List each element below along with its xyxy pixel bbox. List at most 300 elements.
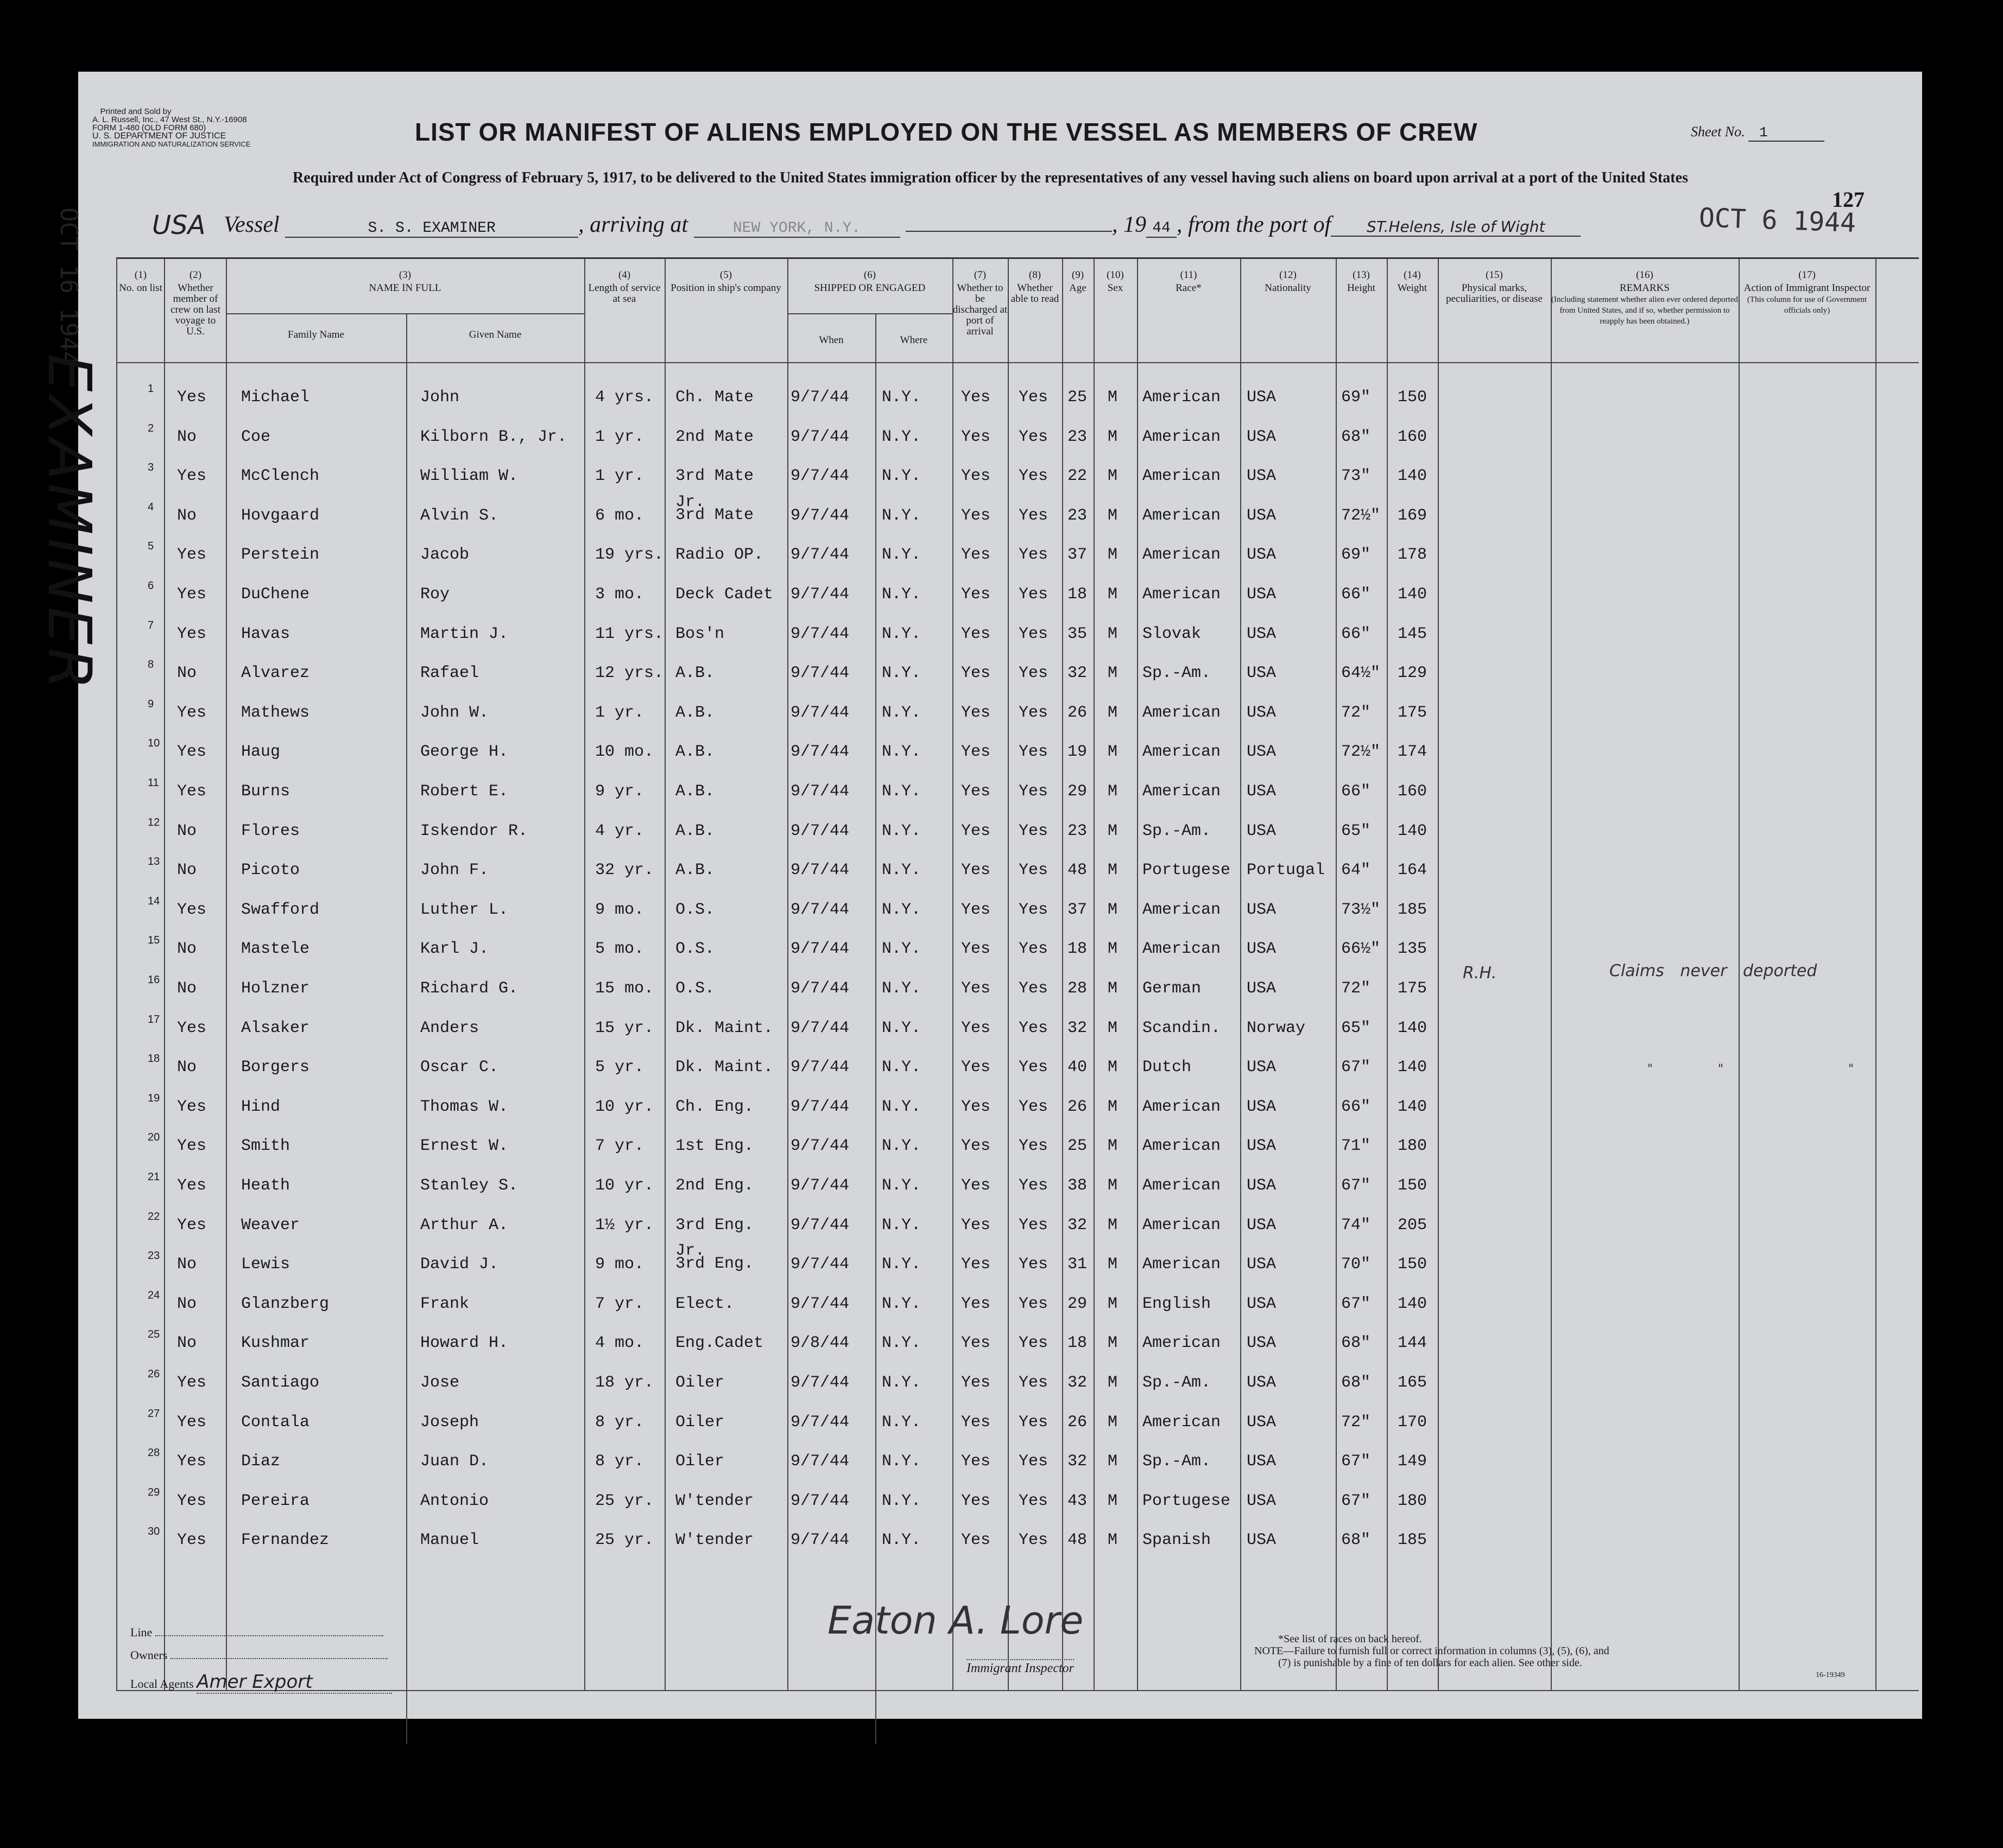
cell-where: N.Y. — [882, 821, 921, 840]
cell-age: 40 — [1067, 1058, 1088, 1077]
cell-crew: Yes — [177, 1097, 207, 1116]
cell-where: N.Y. — [882, 467, 921, 486]
footer-line — [130, 1625, 383, 1640]
cell-service: 5 mo. — [595, 940, 645, 959]
cell-given: Alvin S. — [420, 506, 499, 525]
cell-weight: 185 — [1398, 1531, 1427, 1550]
cell-weight: 169 — [1398, 506, 1427, 525]
cell-height: 65" — [1341, 821, 1371, 840]
from-port: ST.Helens, Isle of Wight — [1331, 218, 1581, 237]
cell-given: Martin J. — [420, 624, 509, 643]
cell-weight: 140 — [1398, 821, 1427, 840]
cell-sex: M — [1108, 624, 1118, 643]
cell-position: O.S. — [675, 940, 715, 959]
cell-height: 67" — [1341, 1294, 1371, 1313]
cell-service: 10 yr. — [595, 1176, 654, 1195]
cell-family: DuChene — [241, 585, 310, 604]
cell-race: Sp.-Am. — [1142, 1452, 1211, 1471]
cell-service: 9 yr. — [595, 782, 645, 801]
cell-nationality: USA — [1247, 1491, 1277, 1510]
cell-service: 10 yr. — [595, 1097, 654, 1116]
row-number: 12 — [148, 816, 160, 828]
cell-nationality: USA — [1247, 979, 1277, 998]
header-where: Where — [900, 334, 928, 346]
cell-sex: M — [1108, 979, 1118, 998]
cell-position: 1st Eng. — [675, 1137, 754, 1156]
cell-when: 9/7/44 — [791, 506, 850, 525]
cell-service: 1 yr. — [595, 703, 645, 722]
cell-service: 8 yr. — [595, 1413, 645, 1432]
cell-discharged: Yes — [961, 1413, 991, 1432]
cell-weight: 150 — [1398, 1255, 1427, 1274]
cell-discharged: Yes — [961, 703, 991, 722]
cell-height: 66" — [1341, 585, 1371, 604]
cell-service: 10 mo. — [595, 743, 654, 762]
cell-when: 9/7/44 — [791, 1058, 850, 1077]
cell-read: Yes — [1019, 782, 1048, 801]
cell-read: Yes — [1019, 900, 1048, 919]
cell-crew: Yes — [177, 388, 207, 407]
cell-when: 9/7/44 — [791, 743, 850, 762]
cell-crew: Yes — [177, 624, 207, 643]
cell-discharged: Yes — [961, 1531, 991, 1550]
cell-read: Yes — [1019, 1531, 1048, 1550]
header-when: When — [819, 334, 844, 346]
cell-age: 31 — [1067, 1255, 1088, 1274]
cell-discharged: Yes — [961, 1216, 991, 1235]
cell-sex: M — [1108, 427, 1118, 446]
cell-service: 8 yr. — [595, 1452, 645, 1471]
header-service: (4) Length of service at sea — [588, 269, 661, 305]
cell-nationality: USA — [1247, 940, 1277, 959]
cell-when: 9/7/44 — [791, 1294, 850, 1313]
vessel-label: Vessel — [224, 212, 280, 237]
cell-nationality: USA — [1247, 703, 1277, 722]
printer-line: Printed and Sold by — [100, 107, 172, 116]
header-action: (17) Action of Immigrant Inspector (This column for use of Government officials only) — [1743, 269, 1871, 315]
cell-position: W'tender — [675, 1491, 754, 1510]
cell-age: 29 — [1067, 1294, 1088, 1313]
cell-sex: M — [1108, 1058, 1118, 1077]
cell-nationality: USA — [1247, 585, 1277, 604]
cell-race: American — [1142, 900, 1221, 919]
row-number: 10 — [148, 737, 160, 750]
cell-weight: 180 — [1398, 1137, 1427, 1156]
cell-discharged: Yes — [961, 1491, 991, 1510]
cell-height: 64" — [1341, 861, 1371, 880]
cell-height: 72½" — [1341, 506, 1381, 525]
cell-age: 29 — [1067, 782, 1088, 801]
cell-given: Frank — [420, 1294, 470, 1313]
cell-nationality: USA — [1247, 1531, 1277, 1550]
cell-nationality: Portugal — [1247, 861, 1325, 880]
cell-family: Borgers — [241, 1058, 310, 1077]
cell-race: Sp.-Am. — [1142, 1374, 1211, 1392]
cell-crew: Yes — [177, 1374, 207, 1392]
cell-nationality: USA — [1247, 821, 1277, 840]
cell-race: Sp.-Am. — [1142, 664, 1211, 683]
cell-nationality: USA — [1247, 467, 1277, 486]
cell-service: 25 yr. — [595, 1491, 654, 1510]
cell-position: W'tender — [675, 1531, 754, 1550]
cell-crew: No — [177, 1255, 197, 1274]
row-number: 21 — [148, 1171, 160, 1183]
cell-position: A.B. — [675, 861, 715, 880]
cell-race: American — [1142, 388, 1221, 407]
row-number: 15 — [148, 934, 160, 947]
cell-nationality: USA — [1247, 427, 1277, 446]
cell-race: Slovak — [1142, 624, 1202, 643]
header-height: (13) Height — [1347, 269, 1375, 294]
cell-family: Burns — [241, 782, 290, 801]
cell-where: N.Y. — [882, 624, 921, 643]
cell-crew: No — [177, 506, 197, 525]
cell-position: Jr. 3rd Mate — [675, 492, 754, 524]
cell-where: N.Y. — [882, 1334, 921, 1353]
cell-given: Roy — [420, 585, 450, 604]
cell-given: William W. — [420, 467, 519, 486]
cell-race: American — [1142, 427, 1221, 446]
cell-position: 2nd Mate — [675, 427, 754, 446]
cell-service: 15 mo. — [595, 979, 654, 998]
cell-position: Ch. Mate — [675, 388, 754, 407]
row-number: 28 — [148, 1447, 160, 1459]
cell-read: Yes — [1019, 940, 1048, 959]
cell-weight: 150 — [1398, 388, 1427, 407]
cell-read: Yes — [1019, 1255, 1048, 1274]
cell-read: Yes — [1019, 821, 1048, 840]
cell-weight: 140 — [1398, 467, 1427, 486]
cell-discharged: Yes — [961, 1137, 991, 1156]
cell-sex: M — [1108, 664, 1118, 683]
cell-height: 66½" — [1341, 940, 1381, 959]
cell-discharged: Yes — [961, 1058, 991, 1077]
cell-service: 1½ yr. — [595, 1216, 654, 1235]
cell-where: N.Y. — [882, 1413, 921, 1432]
cell-position: Oiler — [675, 1413, 725, 1432]
ditto-mark: " — [1647, 1062, 1653, 1076]
cell-nationality: USA — [1247, 664, 1277, 683]
cell-nationality: USA — [1247, 1176, 1277, 1195]
cell-read: Yes — [1019, 1176, 1048, 1195]
cell-where: N.Y. — [882, 1176, 921, 1195]
cell-age: 23 — [1067, 821, 1088, 840]
header-shipped: (6) SHIPPED OR ENGAGED — [814, 269, 926, 294]
cell-age: 22 — [1067, 467, 1088, 486]
cell-position: 2nd Eng. — [675, 1176, 754, 1195]
cell-discharged: Yes — [961, 427, 991, 446]
cell-race: Portugese — [1142, 861, 1231, 880]
cell-read: Yes — [1019, 1334, 1048, 1353]
cell-race: Dutch — [1142, 1058, 1192, 1077]
cell-discharged: Yes — [961, 1334, 991, 1353]
sheet-number — [1691, 124, 1824, 142]
arriving-label: , arriving at — [578, 212, 688, 237]
receipt-stamp: OCT 16 1944 — [55, 207, 83, 366]
cell-crew: Yes — [177, 1491, 207, 1510]
cell-position: Jr. 3rd Eng. — [675, 1242, 754, 1274]
cell-nationality: USA — [1247, 546, 1277, 565]
cell-nationality: USA — [1247, 1334, 1277, 1353]
cell-read: Yes — [1019, 664, 1048, 683]
header-race: (11) Race* — [1176, 269, 1202, 294]
cell-where: N.Y. — [882, 1452, 921, 1471]
cell-family: Heath — [241, 1176, 290, 1195]
cell-where: N.Y. — [882, 1374, 921, 1392]
row-number: 7 — [148, 619, 154, 631]
cell-age: 37 — [1067, 546, 1088, 565]
cell-discharged: Yes — [961, 979, 991, 998]
cell-read: Yes — [1019, 467, 1048, 486]
cell-crew: No — [177, 664, 197, 683]
cell-discharged: Yes — [961, 1018, 991, 1037]
sheet-number-value: 1 — [1748, 124, 1824, 142]
cell-where: N.Y. — [882, 1097, 921, 1116]
cell-read: Yes — [1019, 388, 1048, 407]
cell-given: Jacob — [420, 546, 470, 565]
cell-service: 15 yr. — [595, 1018, 654, 1037]
row-number: 22 — [148, 1210, 160, 1223]
cell-race: American — [1142, 506, 1221, 525]
cell-crew: Yes — [177, 1137, 207, 1156]
cell-weight: 178 — [1398, 546, 1427, 565]
cell-position: Elect. — [675, 1294, 735, 1313]
cell-when: 9/7/44 — [791, 1452, 850, 1471]
cell-height: 66" — [1341, 782, 1371, 801]
cell-service: 7 yr. — [595, 1294, 645, 1313]
cell-when: 9/7/44 — [791, 624, 850, 643]
cell-family: Kushmar — [241, 1334, 310, 1353]
cell-when: 9/7/44 — [791, 1491, 850, 1510]
cell-read: Yes — [1019, 546, 1048, 565]
note-races: *See list of races on back hereof. — [1278, 1633, 1422, 1645]
row-number: 27 — [148, 1407, 160, 1420]
cell-height: 68" — [1341, 1374, 1371, 1392]
cell-when: 9/7/44 — [791, 979, 850, 998]
footer-agents — [130, 1671, 392, 1694]
footer-owners — [130, 1648, 388, 1662]
cell-discharged: Yes — [961, 861, 991, 880]
cell-race: American — [1142, 1176, 1221, 1195]
cell-sex: M — [1108, 506, 1118, 525]
cell-weight: 140 — [1398, 1058, 1427, 1077]
cell-nationality: USA — [1247, 1255, 1277, 1274]
cell-position: A.B. — [675, 664, 715, 683]
cell-when: 9/7/44 — [791, 664, 850, 683]
cell-crew: No — [177, 861, 197, 880]
cell-given: Luther L. — [420, 900, 509, 919]
vessel-name: S. S. EXAMINER — [285, 220, 578, 238]
cell-sex: M — [1108, 1531, 1118, 1550]
cell-height: 73½" — [1341, 900, 1381, 919]
cell-sex: M — [1108, 388, 1118, 407]
cell-family: Contala — [241, 1413, 310, 1432]
cell-family: Mastele — [241, 940, 310, 959]
cell-when: 9/7/44 — [791, 861, 850, 880]
cell-when: 9/7/44 — [791, 427, 850, 446]
cell-family: Alsaker — [241, 1018, 310, 1037]
cell-sex: M — [1108, 821, 1118, 840]
cell-age: 28 — [1067, 979, 1088, 998]
cell-age: 23 — [1067, 427, 1088, 446]
cell-sex: M — [1108, 703, 1118, 722]
cell-crew: No — [177, 1294, 197, 1313]
cell-position: A.B. — [675, 782, 715, 801]
cell-crew: Yes — [177, 900, 207, 919]
cell-family: Holzner — [241, 979, 310, 998]
cell-given: Arthur A. — [420, 1216, 509, 1235]
cell-position: A.B. — [675, 821, 715, 840]
cell-when: 9/7/44 — [791, 1176, 850, 1195]
cell-age: 38 — [1067, 1176, 1088, 1195]
vessel-name-handwritten: EXAMINER — [35, 354, 104, 693]
cell-family: Smith — [241, 1137, 290, 1156]
cell-discharged: Yes — [961, 1255, 991, 1274]
cell-weight: 160 — [1398, 782, 1427, 801]
cell-where: N.Y. — [882, 1531, 921, 1550]
cell-nationality: Norway — [1247, 1018, 1306, 1037]
printer-line: IMMIGRATION AND NATURALIZATION SERVICE — [92, 140, 251, 148]
cell-height: 73" — [1341, 467, 1371, 486]
cell-age: 18 — [1067, 585, 1088, 604]
header-no: (1) No. on list — [119, 269, 162, 294]
page-number: 127 — [1832, 187, 1865, 212]
cell-read: Yes — [1019, 1058, 1048, 1077]
cell-weight: 160 — [1398, 427, 1427, 446]
cell-nationality: USA — [1247, 1374, 1277, 1392]
cell-discharged: Yes — [961, 782, 991, 801]
cell-nationality: USA — [1247, 782, 1277, 801]
row-number: 26 — [148, 1368, 160, 1380]
cell-where: N.Y. — [882, 388, 921, 407]
cell-race: Portugese — [1142, 1491, 1231, 1510]
cell-position: 3rd Eng. — [675, 1216, 754, 1235]
cell-sex: M — [1108, 861, 1118, 880]
cell-discharged: Yes — [961, 821, 991, 840]
cell-sex: M — [1108, 1018, 1118, 1037]
header-read: (8) Whether able to read — [1010, 269, 1059, 305]
arriving-port: NEW YORK, N.Y. — [694, 220, 900, 238]
cell-weight: 145 — [1398, 624, 1427, 643]
printer-line: FORM 1-480 (OLD FORM 680) — [92, 123, 206, 132]
cell-height: 68" — [1341, 1531, 1371, 1550]
cell-when: 9/7/44 — [791, 585, 850, 604]
row-number: 30 — [148, 1526, 160, 1538]
cell-discharged: Yes — [961, 743, 991, 762]
row-number: 25 — [148, 1328, 160, 1341]
cell-nationality: USA — [1247, 1452, 1277, 1471]
cell-where: N.Y. — [882, 427, 921, 446]
row-number: 18 — [148, 1053, 160, 1065]
cell-service: 6 mo. — [595, 506, 645, 525]
cell-weight: 140 — [1398, 585, 1427, 604]
cell-sex: M — [1108, 782, 1118, 801]
header-discharged: (7) Whether to be discharged at port of arrival — [952, 269, 1008, 337]
cell-when: 9/8/44 — [791, 1334, 850, 1353]
cell-when: 9/7/44 — [791, 1255, 850, 1274]
cell-family: Mathews — [241, 703, 310, 722]
cell-where: N.Y. — [882, 1294, 921, 1313]
cell-age: 19 — [1067, 743, 1088, 762]
cell-when: 9/7/44 — [791, 1413, 850, 1432]
cell-read: Yes — [1019, 1018, 1048, 1037]
cell-weight: 175 — [1398, 979, 1427, 998]
cell-weight: 164 — [1398, 861, 1427, 880]
cell-position: Bos'n — [675, 624, 725, 643]
cell-crew: No — [177, 821, 197, 840]
cell-given: John — [420, 388, 460, 407]
cell-given: Oscar C. — [420, 1058, 499, 1077]
cell-race: American — [1142, 1216, 1221, 1235]
cell-read: Yes — [1019, 743, 1048, 762]
cell-age: 25 — [1067, 388, 1088, 407]
cell-service: 19 yrs. — [595, 546, 664, 565]
row-number: 11 — [148, 777, 159, 789]
header-crew: (2) Whether member of crew on last voyage to U.S. — [170, 269, 220, 337]
cell-sex: M — [1108, 1334, 1118, 1353]
cell-family: Pereira — [241, 1491, 310, 1510]
cell-family: Glanzberg — [241, 1294, 330, 1313]
cell-nationality: USA — [1247, 506, 1277, 525]
cell-weight: 175 — [1398, 703, 1427, 722]
cell-crew: Yes — [177, 467, 207, 486]
cell-read: Yes — [1019, 427, 1048, 446]
sheet-number-label: Sheet No. — [1691, 124, 1745, 140]
cell-service: 1 yr. — [595, 467, 645, 486]
cell-crew: No — [177, 1058, 197, 1077]
cell-sex: M — [1108, 1374, 1118, 1392]
cell-weight: 180 — [1398, 1491, 1427, 1510]
row-number: 16 — [148, 974, 160, 986]
cell-given: Stanley S. — [420, 1176, 519, 1195]
cell-height: 72" — [1341, 979, 1371, 998]
cell-where: N.Y. — [882, 940, 921, 959]
cell-given: Juan D. — [420, 1452, 489, 1471]
cell-crew: Yes — [177, 1531, 207, 1550]
row-number: 20 — [148, 1131, 160, 1144]
cell-service: 1 yr. — [595, 427, 645, 446]
from-label: , from the port of — [1177, 212, 1331, 237]
cell-service: 7 yr. — [595, 1137, 645, 1156]
cell-service: 3 mo. — [595, 585, 645, 604]
cell-family: Weaver — [241, 1216, 300, 1235]
cell-when: 9/7/44 — [791, 467, 850, 486]
cell-age: 18 — [1067, 1334, 1088, 1353]
cell-height: 68" — [1341, 427, 1371, 446]
cell-given: Joseph — [420, 1413, 479, 1432]
cell-read: Yes — [1019, 1413, 1048, 1432]
cell-height: 72½" — [1341, 743, 1381, 762]
ditto-mark: " — [1718, 1062, 1724, 1076]
cell-when: 9/7/44 — [791, 1531, 850, 1550]
cell-sex: M — [1108, 467, 1118, 486]
cell-given: Rafael — [420, 664, 479, 683]
cell-position: Dk. Maint. — [675, 1058, 774, 1077]
cell-position: Oiler — [675, 1374, 725, 1392]
page-title: LIST OR MANIFEST OF ALIENS EMPLOYED ON THE VESSEL AS MEMBERS OF CREW — [415, 118, 1478, 146]
cell-family: Hovgaard — [241, 506, 320, 525]
header-given: Given Name — [469, 329, 522, 340]
cell-given: Antonio — [420, 1491, 489, 1510]
cell-crew: Yes — [177, 1176, 207, 1195]
cell-where: N.Y. — [882, 1018, 921, 1037]
header-family: Family Name — [288, 329, 344, 340]
cell-age: 26 — [1067, 1097, 1088, 1116]
crew-table — [116, 257, 1919, 1690]
cell-position: A.B. — [675, 743, 715, 762]
cell-discharged: Yes — [961, 388, 991, 407]
cell-read: Yes — [1019, 861, 1048, 880]
